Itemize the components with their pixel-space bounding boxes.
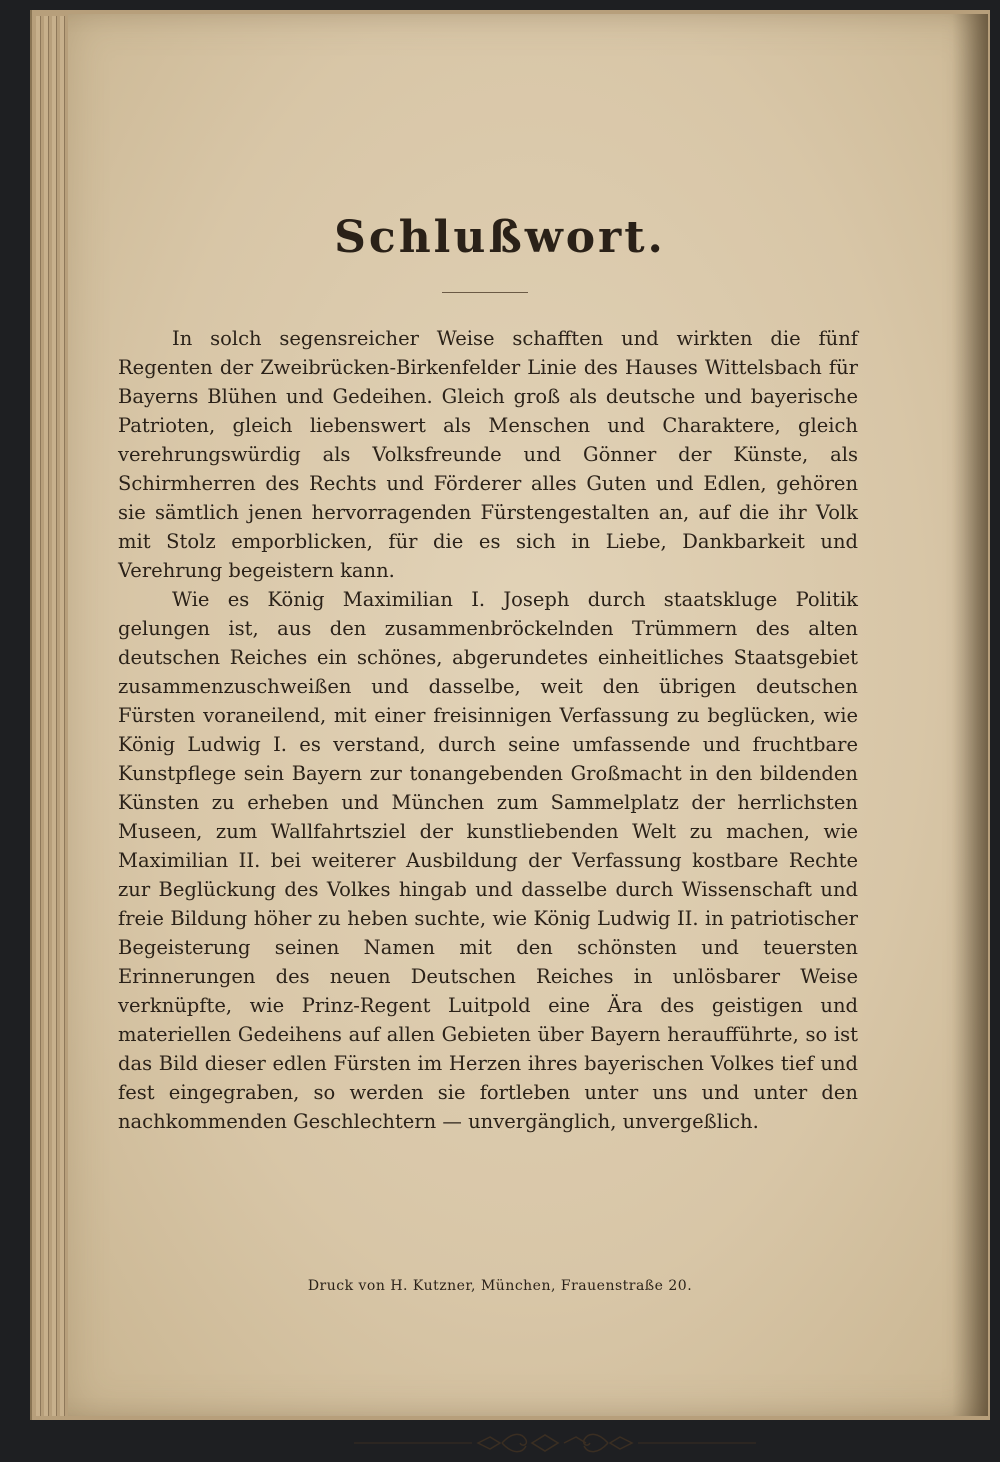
paragraph-2: Wie es König Maximilian I. Joseph durch staatskluge Politik gelungen ist, aus den zusammenbröckelnden Trümmern des alten deutschen Reiches ein schönes, abgerundetes einheitliches Staatsgebiet zusammenzuschweißen und dasselbe, weit den übrigen deutschen Fürsten voraneilend, mit einer freisinnigen Verfassung zu beglücken, wie König Ludwig I. es verstand, durch seine umfassende und fruchtbare Kunstpflege sein Bayern zur tonangebenden Großmacht in den bildenden Künsten zu erheben und München zum Sammelplatz der herrlichsten Museen, zum Wallfahrtsziel der kunstliebenden Welt zu machen, wie Maximilian II. bei weiterer Ausbildung der Verfassung kostbare Rechte zur Beglückung des Volkes hingab und dasselbe durch Wissenschaft und freie Bildung höher zu heben suchte, wie König Ludwig II. in patriotischer Begeisterung seinen Namen mit den schönsten und teuersten Erinnerungen des neuen Deutschen Reiches in unlösbarer Weise verknüpfte, wie Prinz-Regent Luitpold eine Ära des geistigen und materiellen Gedeihens auf allen Gebieten über Bayern heraufführte, so ist das Bild dieser edlen Fürsten im Herzen ihres bayerischen Volkes tief und fest eingegraben, so werden sie fortleben unter uns und unter den nachkommenden Geschlechtern — unvergänglich, unvergeßlich. bbox=[118, 588, 858, 1133]
body-text bbox=[118, 324, 858, 1136]
printer-imprint: Druck von H. Kutzner, München, Frauenstraße 20. bbox=[307, 1278, 693, 1294]
title-divider bbox=[442, 292, 528, 293]
ornament-divider bbox=[350, 1428, 760, 1458]
page-title: Schlußwort. bbox=[334, 212, 666, 263]
flourish-icon bbox=[350, 1428, 760, 1458]
paragraph-1: In solch segensreicher Weise schafften und wirkten die fünf Regenten der Zweibrücken-Birkenfelder Linie des Hauses Wittelsbach für Bayerns Blühen und Gedeihen. Gleich groß als deutsche und bayerische Patrioten, gleich liebenswert als Menschen und Charaktere, gleich verehrungswürdig als Volksfreunde und Gönner der Künste, als Schirmherren des Rechts und Förderer alles Guten und Edlen, gehören sie sämtlich jenen hervorragenden Fürstengestalten an, auf die ihr Volk mit Stolz emporblicken, für die es sich in Liebe, Dankbarkeit und Verehrung begeistern kann. bbox=[118, 327, 858, 582]
